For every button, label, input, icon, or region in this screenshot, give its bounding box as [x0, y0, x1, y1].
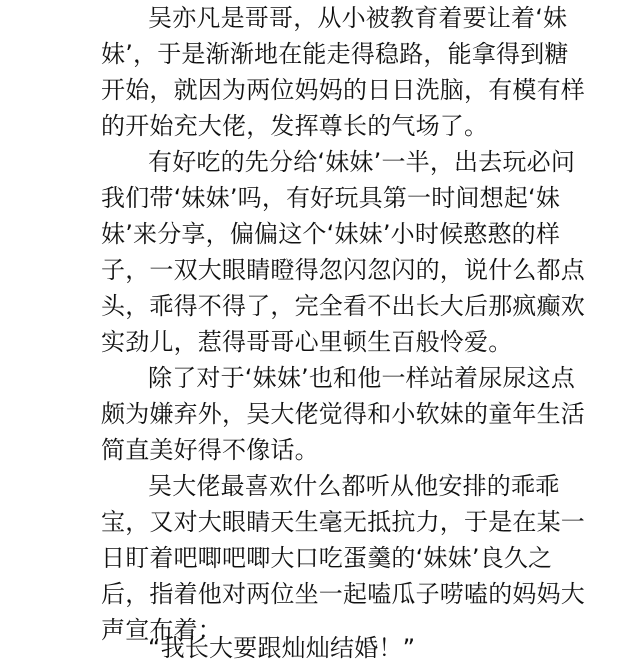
text-line: 子，一双大眼睛瞪得忽闪忽闪的，说什么都点: [101, 256, 585, 284]
text-line: 头，乖得不得了，完全看不出长大后那疯癫欢: [101, 292, 585, 320]
text-line: 声宣布着：: [101, 616, 222, 644]
text-line: 吴亦凡是哥哥，从小被教育着要让着‘妹: [148, 4, 568, 32]
text-line: 我们带‘妹妹’吗，有好玩具第一时间想起‘妹: [101, 184, 561, 212]
text-line: 日盯着吧唧吧唧大口吃蛋羹的‘妹妹’良久之: [101, 544, 553, 572]
text-line: 宝，又对大眼睛天生毫无抵抗力，于是在某一: [101, 508, 585, 536]
text-line: 简直美好得不像话。: [101, 436, 319, 464]
text-line: 有好吃的先分给‘妹妹’一半，出去玩必问: [148, 148, 576, 176]
text-line: 实劲儿，惹得哥哥心里顿生百般怜爱。: [101, 328, 513, 356]
text-line: 吴大佬最喜欢什么都听从他安排的乖乖: [148, 472, 560, 500]
text-line: 颇为嫌弃外，吴大佬觉得和小软妹的童年生活: [101, 400, 585, 428]
text-line: 开始，就因为两位妈妈的日日洗脑，有模有样: [101, 76, 585, 104]
text-line: 后，指着他对两位坐一起嗑瓜子唠嗑的妈妈大: [101, 580, 585, 608]
text-line: 的开始充大佬，发挥尊长的气场了。: [101, 112, 489, 140]
text-line: 妹’来分享，偏偏这个‘妹妹’小时候憨憨的样: [101, 220, 561, 248]
text-line: “我长大要跟灿灿结婚！”: [148, 634, 416, 662]
text-line: 妹’，于是渐渐地在能走得稳路，能拿得到糖: [101, 40, 569, 68]
text-line: 除了对于‘妹妹’也和他一样站着尿尿这点: [148, 364, 576, 392]
